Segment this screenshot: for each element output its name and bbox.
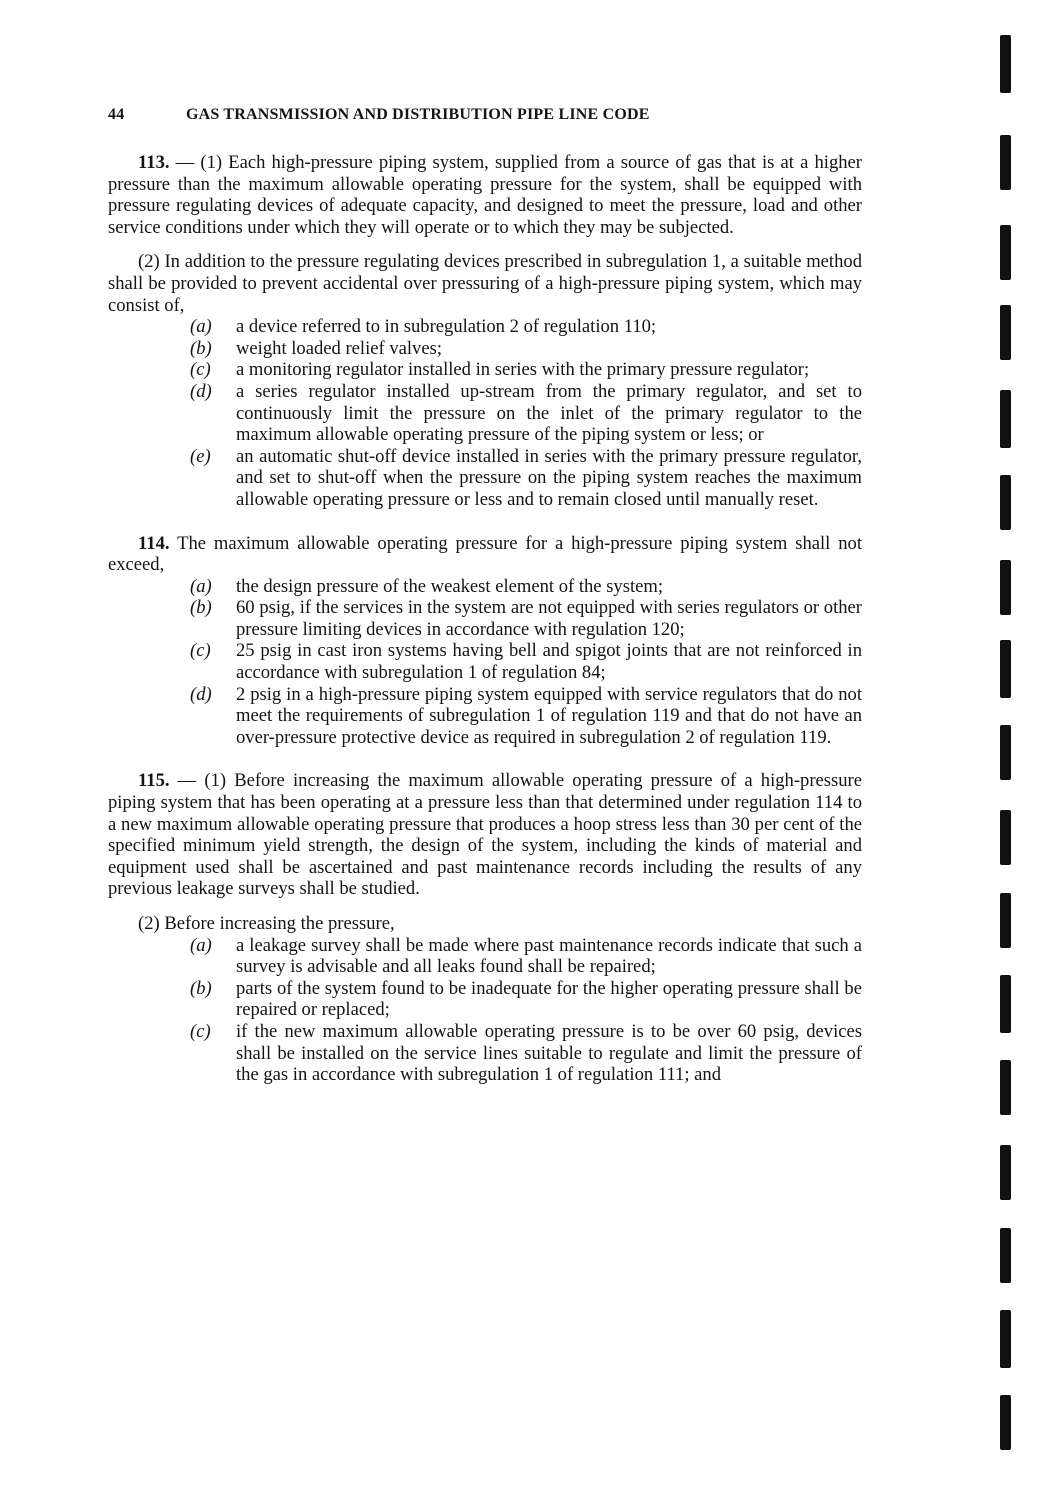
- scan-mark: [1000, 35, 1011, 93]
- scan-mark: [1000, 1395, 1011, 1450]
- scan-mark: [1000, 1228, 1011, 1283]
- scan-mark: [1000, 640, 1011, 698]
- running-header: [108, 106, 868, 124]
- reg-113-number: 113.: [138, 152, 170, 173]
- scan-edge-marks: [992, 0, 1022, 1490]
- list-item: (d) 2 psig in a high-pressure piping system equipped with service regulators that do not meet the requirements of subregulation 1 of regulation 119 and that do not have an over-pressure protective device as required in subregulation 2 of regulation 119.: [190, 683, 862, 748]
- list-item: (c) a monitoring regulator installed in series with the primary pressure regulator;: [190, 359, 810, 381]
- list-item: (e) an automatic shut-off device installed in series with the primary pressure regulator, and set to shut-off when the pressure on the piping system reaches the maximum allowable operating pressure or less and to remain closed until manually reset.: [190, 445, 862, 510]
- list-item: (b) parts of the system found to be inadequate for the higher operating pressure shall be repaired or replaced;: [190, 977, 862, 1021]
- reg-113-para-1: 113. — (1) Each high-pressure piping system, supplied from a source of gas that is at a higher pressure than the maximum allowable operating pressure for the system, shall be equipped with pressure regulating devices of adequate capacity, and designed to meet the pressure, load and other service conditions under which they will operate or to which they may be subjected.: [108, 152, 862, 238]
- reg-115-number: 115.: [138, 770, 170, 792]
- scan-mark: [1000, 475, 1011, 530]
- page-number: 44: [108, 106, 125, 123]
- scan-mark: [1000, 810, 1011, 865]
- body-text: [108, 152, 862, 1086]
- list-item: (b) 60 psig, if the services in the system are not equipped with series regulators or other pressure limiting devices in accordance with regulation 120;: [190, 597, 862, 640]
- list-item: (d) a series regulator installed up-stream from the primary regulator, and set to continuously limit the pressure on the inlet of the primary regulator to the maximum allowable operating pressure of the piping system or less; or: [190, 380, 862, 446]
- reg-115-para-2: (2) Before increasing the pressure,: [138, 913, 395, 934]
- scan-mark: [1000, 1310, 1011, 1368]
- scan-mark: [1000, 305, 1011, 360]
- scan-mark: [1000, 725, 1011, 780]
- list-item: (a) the design pressure of the weakest element of the system;: [190, 575, 664, 597]
- scan-mark: [1000, 560, 1011, 615]
- scan-mark: [1000, 225, 1011, 280]
- list-item: (a) a device referred to in subregulation 2 of regulation 110;: [190, 316, 657, 338]
- list-item: (c) if the new maximum allowable operating pressure is to be over 60 psig, devices shall be installed on the service lines suitable to regulate and limit the pressure of the gas in accordance with subregulation 1 of regulation 111; and: [190, 1020, 862, 1086]
- reg-114-intro: 114. The maximum allowable operating pressure for a high-pressure piping system shall not exceed,: [108, 532, 863, 576]
- scan-mark: [1000, 1060, 1011, 1115]
- list-item: (a) a leakage survey shall be made where past maintenance records indicate that such a survey is advisable and all leaks found shall be repaired;: [190, 934, 862, 978]
- scan-mark: [1000, 135, 1011, 190]
- reg-115-para-1: 115. — (1) Before increasing the maximum allowable operating pressure of a high-pressure piping system that has been operating at a pressure less than that determined under regulation 114 to a new maximum allowable operating pressure that produces a hoop stress less than 30 per cent of the specified minimum yield strength, the design of the system, including the kinds of material and equipment used shall be ascertained and past maintenance records including the results of any previous leakage surveys shall be studied.: [108, 770, 862, 900]
- scan-mark: [1000, 893, 1011, 948]
- list-item: (c) 25 psig in cast iron systems having bell and spigot joints that are not reinforced in accordance with subregulation 1 of regulation 84;: [190, 640, 862, 684]
- scan-mark: [1000, 1145, 1011, 1200]
- scan-mark: [1000, 390, 1011, 448]
- list-item: (b) weight loaded relief valves;: [190, 337, 443, 359]
- reg-114-number: 114.: [138, 532, 170, 554]
- header-title: GAS TRANSMISSION AND DISTRIBUTION PIPE LINE CODE: [186, 106, 650, 123]
- scan-mark: [1000, 975, 1011, 1033]
- reg-113-para-2: (2) In addition to the pressure regulating devices prescribed in subregulation 1, a suitable method shall be provided to prevent accidental over pressuring of a high-pressure piping system, which may consist of,: [108, 251, 862, 316]
